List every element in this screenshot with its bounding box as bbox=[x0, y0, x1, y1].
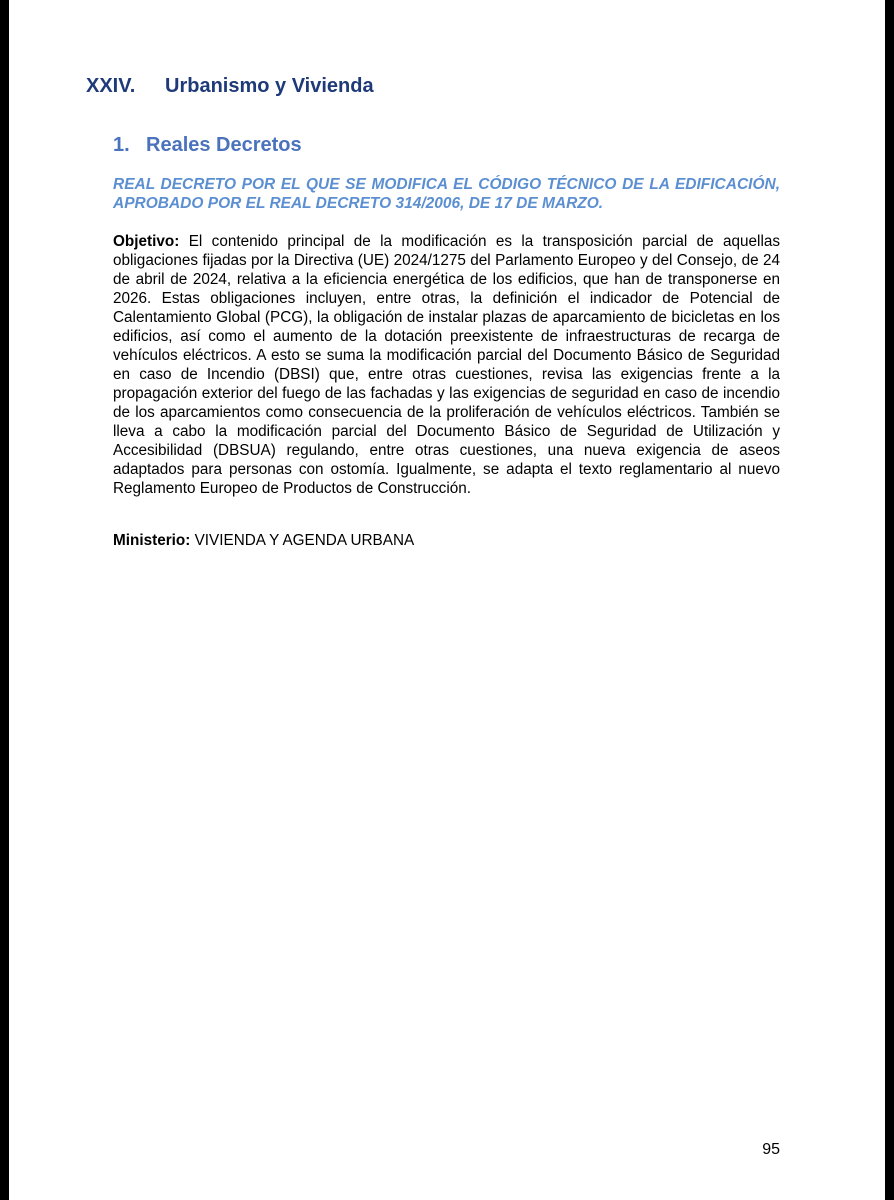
section-heading bbox=[113, 131, 302, 159]
page-number: 95 bbox=[762, 1141, 780, 1158]
objective-label: Objetivo: bbox=[113, 233, 180, 250]
chapter-number: XXIV. bbox=[86, 75, 136, 97]
ministry-value: VIVIENDA Y AGENDA URBANA bbox=[194, 532, 415, 549]
document-page bbox=[9, 0, 885, 1200]
section-title: Reales Decretos bbox=[146, 134, 302, 156]
chapter-heading bbox=[86, 72, 374, 100]
section-number: 1. bbox=[113, 134, 130, 156]
objective-paragraph bbox=[113, 232, 780, 498]
ministry-line bbox=[113, 531, 780, 550]
objective-text: El contenido principal de la modificación es la transposición parcial de aquellas obligaciones fijadas por la Directiva (UE) 2024/1275 del Parlamento Europeo y del Consejo, de 24 de abril de 2024, relativa a la eficiencia energética de los edificios, que han de transponerse en 2026. Estas obligaciones incluyen, entre otras, la definición el indicador de Potencial de Calentamiento Global (PCG), la obligación de instalar plazas de aparcamiento de bicicletas en los edificios, así como el aumento de la dotación preexistente de infraestructuras de recarga de vehículos eléctricos. A esto se suma la modificación parcial del Documento Básico de Seguridad en caso de Incendio (DBSI) que, entre otras cuestiones, revisa las exigencias frente a la propagación exterior del fuego de las fachadas y las exigencias de seguridad en caso de incendio de los aparcamientos como consecuencia de la proliferación de vehículos eléctricos. También se lleva a cabo la modificación parcial del Documento Básico de Seguridad de Utilización y Accesibilidad (DBSUA) regulando, entre otras cuestiones, una nueva exigencia de aseos adaptados para personas con ostomía. Igualmente, se adapta el texto reglamentario al nuevo Reglamento Europeo de Productos de Construcción. bbox=[113, 233, 781, 497]
ministry-label: Ministerio: bbox=[113, 532, 191, 549]
decree-title: REAL DECRETO POR EL QUE SE MODIFICA EL CÓDIGO TÉCNICO DE LA EDIFICACIÓN, APROBADO POR EL REAL DECRETO 314/2006, DE 17 DE MARZO. bbox=[113, 176, 780, 212]
chapter-title: Urbanismo y Vivienda bbox=[165, 75, 374, 97]
